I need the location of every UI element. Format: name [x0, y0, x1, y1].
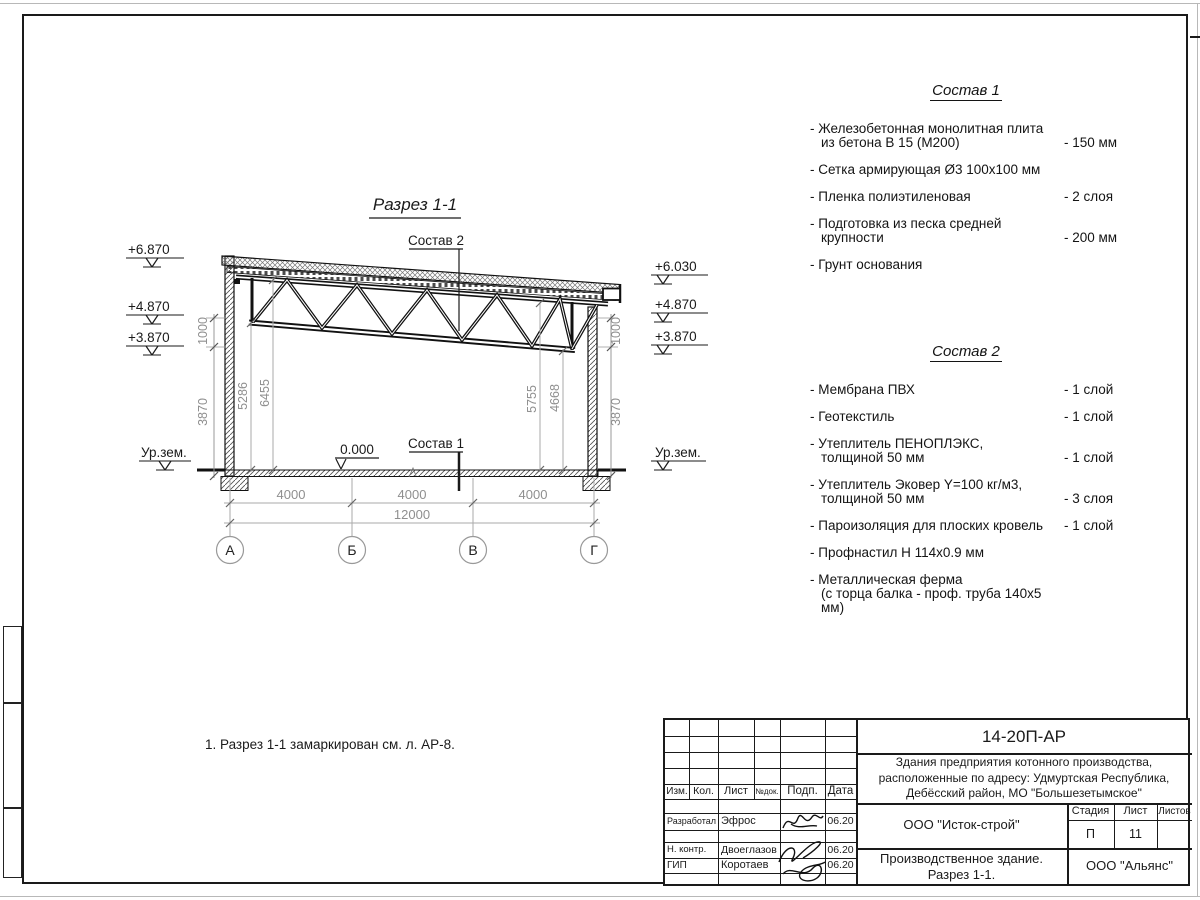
signature-1: [779, 808, 825, 834]
svg-text:Ур.зем.: Ур.зем.: [141, 445, 187, 460]
svg-text:Б: Б: [347, 542, 357, 558]
svg-text:5755: 5755: [525, 385, 539, 413]
company: ООО "Альянс": [1086, 857, 1173, 873]
dims-interior: [236, 276, 567, 474]
list-item: - Мембрана ПВХ - 1 слой: [810, 382, 1114, 397]
contractor: ООО "Исток-строй": [903, 817, 1020, 833]
floor-slab: [197, 468, 626, 477]
svg-text:+3.870: +3.870: [655, 329, 697, 344]
svg-text:4000: 4000: [518, 487, 548, 502]
sostav1-leader: [408, 436, 464, 491]
col-header-podp: Подп.: [787, 784, 818, 797]
row-role: ГИП: [667, 859, 687, 871]
svg-text:12000: 12000: [393, 507, 431, 522]
row-date: 06.20: [827, 815, 854, 828]
svg-text:0.000: 0.000: [340, 442, 374, 457]
svg-text:5286: 5286: [236, 382, 250, 410]
row-date: 06.20: [827, 859, 854, 872]
section-title: [369, 195, 461, 218]
svg-text:6455: 6455: [258, 379, 272, 407]
axis-bubbles: [217, 537, 608, 564]
svg-text:Г: Г: [590, 542, 598, 558]
row-name: Двоеглазов: [721, 843, 777, 856]
sheets-value: [1157, 820, 1192, 848]
svg-text:4000: 4000: [276, 487, 306, 502]
row-date: 06.20: [827, 843, 854, 856]
row-role: Разработал: [667, 816, 716, 827]
svg-text:1000: 1000: [609, 317, 623, 345]
left-wall: [225, 256, 234, 476]
dims-left-outer: [196, 314, 226, 480]
footing-left: [221, 477, 248, 491]
svg-text:А: А: [225, 542, 235, 558]
sostav2-list: [810, 345, 1122, 628]
list-item: - Геотекстиль - 1 слой: [810, 409, 1114, 424]
list-item: - Утеплитель Эковер Y=100 кг/м3, толщиной 50 мм - 3 слоя: [810, 477, 1114, 506]
row-role: Н. контр.: [667, 843, 707, 855]
right-wall: [588, 307, 597, 476]
title-block: [663, 718, 1190, 886]
list-item: - Сетка армирующая Ø3 100х100 мм: [810, 162, 1041, 177]
svg-text:Состав 1: Состав 1: [408, 436, 464, 451]
row-name: Эфрос: [721, 815, 756, 828]
svg-text:4668: 4668: [548, 384, 562, 412]
sostav2-title: Состав 2: [932, 343, 1000, 360]
object-name: Производственное здание. Разрез 1-1.: [880, 851, 1043, 882]
col-header-ndok: №док.: [755, 786, 779, 796]
doc-number: 14-20П-АР: [981, 726, 1067, 746]
list-item: - Пленка полиэтиленовая - 2 слоя: [810, 189, 1114, 204]
stage-value: П: [1086, 826, 1095, 841]
svg-text:4000: 4000: [397, 487, 427, 502]
list-item: - Железобетонная монолитная плита из бетона В 15 (М200) - 150 мм: [810, 121, 1118, 150]
elevation-marks-left: [126, 242, 191, 470]
list-item: - Металлическая ферма (с торца балка - проф. труба 140х5 мм): [810, 572, 1042, 615]
svg-text:+3.870: +3.870: [128, 330, 170, 345]
sostav1-title: Состав 1: [932, 82, 1000, 99]
sostav1-list: [810, 84, 1122, 285]
svg-text:+4.870: +4.870: [655, 297, 697, 312]
sheet-label: Лист: [1123, 805, 1148, 818]
drawing-note: 1. Разрез 1-1 замаркирован см. л. АР-8.: [205, 737, 455, 752]
dims-right-outer: [597, 314, 623, 480]
svg-text:В: В: [468, 542, 478, 558]
stage-label: Стадия: [1071, 805, 1110, 818]
bearing-pad: [234, 279, 240, 284]
footing-right: [583, 477, 610, 491]
svg-text:+6.870: +6.870: [128, 242, 170, 257]
list-item: - Пароизоляция для плоских кровель - 1 слой: [810, 518, 1114, 533]
svg-text:+4.870: +4.870: [128, 299, 170, 314]
list-item: - Профнастил Н 114х0.9 мм: [810, 545, 984, 560]
svg-text:3870: 3870: [196, 398, 210, 426]
zero-level-mark: [335, 442, 379, 469]
sheet-value: 11: [1129, 826, 1142, 841]
svg-text:Разрез 1-1: Разрез 1-1: [372, 195, 458, 214]
project-description: Здания предприятия котонного производства, расположенные по адресу: Удмуртская Республика, Дебёсский район, МО "Большезетымское": [878, 755, 1170, 800]
col-header-izm: Изм.: [666, 785, 688, 797]
list-item: - Грунт основания: [810, 257, 923, 272]
col-header-list: Лист: [724, 785, 748, 798]
sheets-label: Листов: [1158, 805, 1191, 817]
dims-bottom: [224, 478, 600, 536]
svg-text:Ур.зем.: Ур.зем.: [655, 445, 701, 460]
svg-text:+6.030: +6.030: [655, 259, 697, 274]
col-header-data: Дата: [827, 784, 854, 797]
svg-text:3870: 3870: [609, 398, 623, 426]
list-item: - Утеплитель ПЕНОПЛЭКС, толщиной 50 мм - 1 слой: [810, 436, 1114, 465]
elevation-marks-right: [651, 259, 708, 470]
col-header-kol: Кол.: [693, 785, 714, 798]
signature-2: [773, 836, 831, 884]
svg-text:1000: 1000: [196, 317, 210, 345]
list-item: - Подготовка из песка средней крупности - 200 мм: [810, 216, 1118, 245]
svg-text:Состав 2: Состав 2: [408, 233, 464, 248]
row-name: Коротаев: [721, 859, 769, 872]
end-beam: [603, 289, 620, 301]
